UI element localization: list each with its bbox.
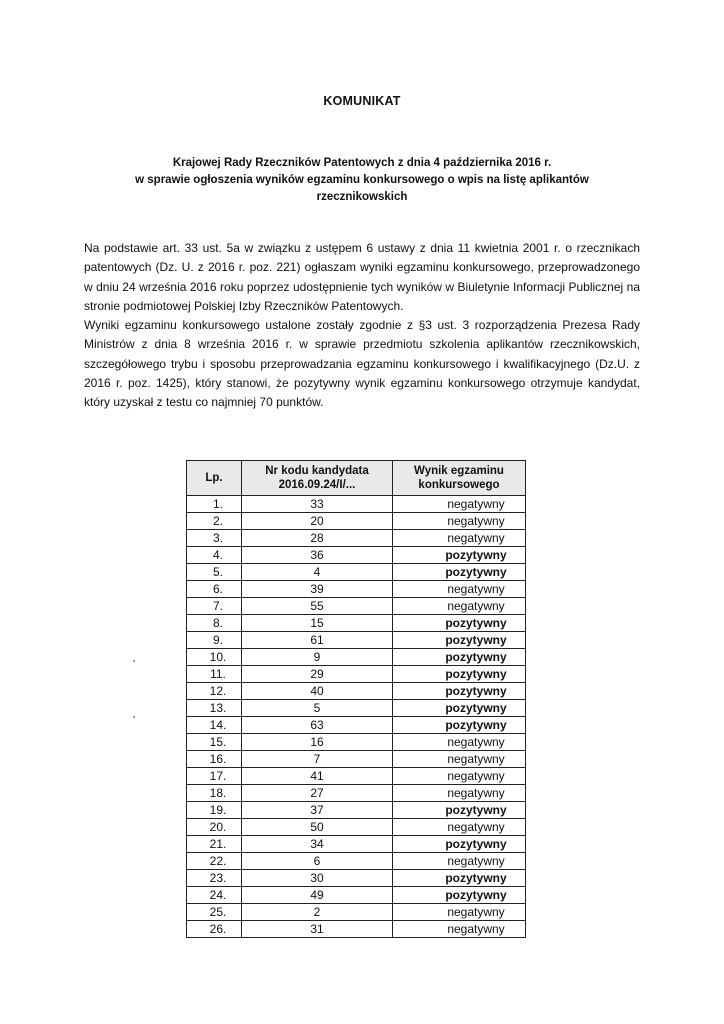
row-result-cell: [393, 598, 526, 615]
row-result: pozytywny: [445, 667, 507, 681]
table-row: [187, 496, 526, 513]
row-lp: 2.: [187, 513, 242, 530]
row-lp: 6.: [187, 581, 242, 598]
row-result: negatywny: [447, 599, 505, 613]
row-result: pozytywny: [445, 633, 507, 647]
row-result: pozytywny: [445, 684, 507, 698]
row-result: negatywny: [447, 786, 505, 800]
table-row: [187, 683, 526, 700]
row-result: pozytywny: [445, 701, 507, 715]
results-body: [187, 496, 526, 938]
row-lp: 23.: [187, 870, 242, 887]
row-result: negatywny: [447, 820, 505, 834]
row-result-cell: [393, 581, 526, 598]
row-result-cell: [393, 836, 526, 853]
row-result-cell: [393, 700, 526, 717]
table-row: [187, 904, 526, 921]
row-code: 2: [242, 904, 393, 921]
table-row: [187, 785, 526, 802]
row-lp: 12.: [187, 683, 242, 700]
row-lp: 25.: [187, 904, 242, 921]
document-title: KOMUNIKAT: [323, 94, 401, 108]
row-lp: 22.: [187, 853, 242, 870]
row-result: negatywny: [447, 735, 505, 749]
row-lp: 21.: [187, 836, 242, 853]
table-row: [187, 530, 526, 547]
table-row: [187, 666, 526, 683]
row-result-cell: [393, 513, 526, 530]
row-result-cell: [393, 751, 526, 768]
row-lp: 8.: [187, 615, 242, 632]
row-lp: 24.: [187, 887, 242, 904]
row-result-cell: [393, 547, 526, 564]
row-code: 9: [242, 649, 393, 666]
row-lp: 17.: [187, 768, 242, 785]
row-result: pozytywny: [445, 548, 507, 562]
row-lp: 26.: [187, 921, 242, 938]
row-code: 55: [242, 598, 393, 615]
row-result-cell: [393, 734, 526, 751]
table-row: [187, 581, 526, 598]
row-result-cell: [393, 870, 526, 887]
row-result: pozytywny: [445, 837, 507, 851]
row-code: 6: [242, 853, 393, 870]
row-result: pozytywny: [445, 718, 507, 732]
body-paragraph-2: Wyniki egzaminu konkursowego ustalone zostały zgodnie z §3 ust. 3 rozporządzenia Prezesa Rady Ministrów z dnia 8 września 2016 r. w sprawie przedmiotu szkolenia aplikantów rzecznikowskich, szczegółowego trybu i sposobu przeprowadzania egzaminu konkursowego i kwalifikacyjnego (Dz.U. z 2016 r. poz. 1425), który stanowi, że pozytywny wynik egzaminu konkursowego otrzymuje kandydat, który uzyskał z testu co najmniej 70 punktów.: [84, 318, 640, 410]
table-row: [187, 802, 526, 819]
row-code: 30: [242, 870, 393, 887]
table-row: [187, 598, 526, 615]
header-code-line1: Nr kodu kandydata: [265, 465, 369, 477]
row-code: 27: [242, 785, 393, 802]
table-row: [187, 547, 526, 564]
table-row: [187, 870, 526, 887]
row-result-cell: [393, 904, 526, 921]
table-row: [187, 513, 526, 530]
row-result: negatywny: [447, 922, 505, 936]
row-code: 15: [242, 615, 393, 632]
row-result: pozytywny: [445, 616, 507, 630]
row-lp: 19.: [187, 802, 242, 819]
row-result: negatywny: [447, 752, 505, 766]
body-paragraph-1: Na podstawie art. 33 ust. 5a w związku z ustępem 6 ustawy z dnia 11 kwietnia 2001 r. o rzecznikach patentowych (Dz. U. z 2016 r. poz. 221) ogłaszam wyniki egzaminu konkursowego, przeprowadzonego w dniu 24 września 2016 roku poprzez udostępnienie tych wyników w Biuletynie Informacji Publicznej na stronie podmiotowej Polskiej Izby Rzeczników Patentowych.: [84, 241, 640, 313]
row-result-cell: [393, 496, 526, 513]
results-table: [186, 460, 526, 938]
document-body: [84, 239, 640, 413]
table-row: [187, 717, 526, 734]
row-result: pozytywny: [445, 871, 507, 885]
row-result-cell: [393, 853, 526, 870]
row-result: negatywny: [447, 905, 505, 919]
row-code: 31: [242, 921, 393, 938]
subtitle-line-1: Krajowej Rady Rzeczników Patentowych z dnia 4 października 2016 r.: [172, 157, 552, 169]
header-result-line2: konkursowego: [418, 479, 500, 491]
row-result-cell: [393, 921, 526, 938]
row-code: 37: [242, 802, 393, 819]
row-code: 36: [242, 547, 393, 564]
row-code: 28: [242, 530, 393, 547]
row-result: pozytywny: [445, 650, 507, 664]
row-result-cell: [393, 632, 526, 649]
row-result-cell: [393, 615, 526, 632]
header-result-line1: Wynik egzaminu: [414, 465, 504, 477]
row-result-cell: [393, 717, 526, 734]
row-code: 7: [242, 751, 393, 768]
row-code: 16: [242, 734, 393, 751]
table-row: [187, 819, 526, 836]
row-result: negatywny: [447, 531, 505, 545]
row-lp: 14.: [187, 717, 242, 734]
row-lp: 18.: [187, 785, 242, 802]
row-lp: 10.: [187, 649, 242, 666]
table-row: [187, 564, 526, 581]
row-result-cell: [393, 683, 526, 700]
table-row: [187, 853, 526, 870]
table-row: [187, 700, 526, 717]
row-lp: 4.: [187, 547, 242, 564]
row-result-cell: [393, 564, 526, 581]
scan-speck: [133, 660, 135, 662]
row-result: pozytywny: [445, 565, 507, 579]
scan-speck: [133, 716, 135, 718]
row-result: pozytywny: [445, 803, 507, 817]
row-result-cell: [393, 649, 526, 666]
row-code: 50: [242, 819, 393, 836]
table-row: [187, 887, 526, 904]
row-lp: 3.: [187, 530, 242, 547]
header-lp: Lp.: [187, 461, 242, 496]
row-result: negatywny: [447, 514, 505, 528]
row-code: 41: [242, 768, 393, 785]
row-result: pozytywny: [445, 888, 507, 902]
row-result-cell: [393, 785, 526, 802]
row-result-cell: [393, 887, 526, 904]
row-code: 49: [242, 887, 393, 904]
row-lp: 16.: [187, 751, 242, 768]
row-result-cell: [393, 530, 526, 547]
row-code: 29: [242, 666, 393, 683]
table-row: [187, 632, 526, 649]
row-result: negatywny: [447, 854, 505, 868]
row-lp: 20.: [187, 819, 242, 836]
document-subtitle: [90, 155, 634, 206]
header-result: [393, 461, 526, 496]
row-result: negatywny: [447, 769, 505, 783]
row-code: 5: [242, 700, 393, 717]
table-row: [187, 649, 526, 666]
row-code: 4: [242, 564, 393, 581]
table-row: [187, 921, 526, 938]
row-result: negatywny: [447, 582, 505, 596]
row-lp: 5.: [187, 564, 242, 581]
row-code: 61: [242, 632, 393, 649]
row-lp: 13.: [187, 700, 242, 717]
subtitle-line-3: rzecznikowskich: [316, 191, 408, 203]
row-result-cell: [393, 768, 526, 785]
row-result-cell: [393, 819, 526, 836]
row-result: negatywny: [447, 497, 505, 511]
subtitle-line-2: w sprawie ogłoszenia wyników egzaminu konkursowego o wpis na listę aplikantów: [135, 174, 589, 186]
row-code: 40: [242, 683, 393, 700]
table-header-row: [187, 461, 526, 496]
row-lp: 9.: [187, 632, 242, 649]
row-code: 33: [242, 496, 393, 513]
row-code: 20: [242, 513, 393, 530]
header-code: [242, 461, 393, 496]
row-lp: 15.: [187, 734, 242, 751]
header-code-line2: 2016.09.24/I/...: [278, 479, 356, 491]
row-code: 34: [242, 836, 393, 853]
row-lp: 1.: [187, 496, 242, 513]
row-result-cell: [393, 666, 526, 683]
table-row: [187, 734, 526, 751]
row-lp: 11.: [187, 666, 242, 683]
table-row: [187, 615, 526, 632]
table-row: [187, 836, 526, 853]
table-row: [187, 751, 526, 768]
row-code: 63: [242, 717, 393, 734]
table-row: [187, 768, 526, 785]
row-result-cell: [393, 802, 526, 819]
row-code: 39: [242, 581, 393, 598]
row-lp: 7.: [187, 598, 242, 615]
